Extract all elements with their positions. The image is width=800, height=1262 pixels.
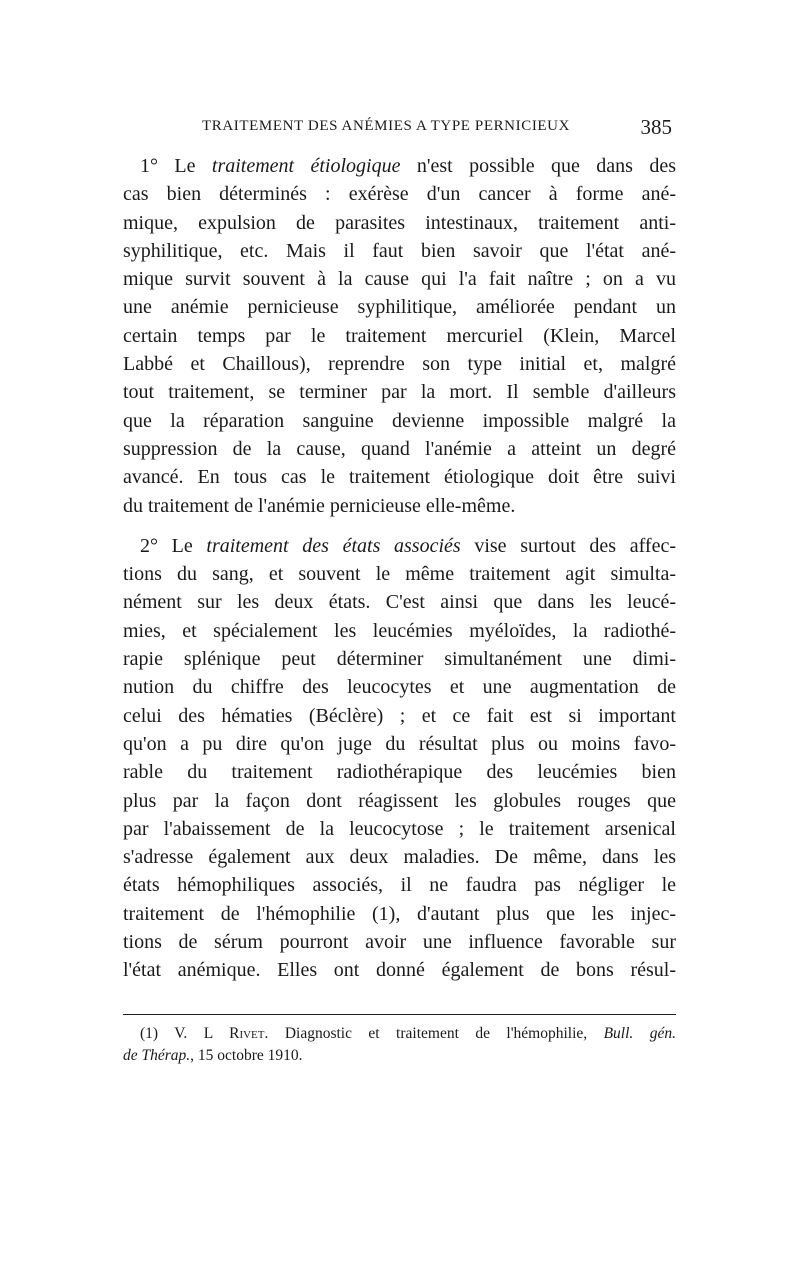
paragraph-2-line-14: traitement de l'hémophilie (1), d'autant plus que les injec- bbox=[123, 902, 676, 925]
footnote-line-2: de Thérap., 15 octobre 1910. bbox=[123, 1047, 303, 1064]
paragraph-2-line-17 bbox=[123, 985, 676, 1013]
paragraph-2-line-11: par l'abaissement de la leucocytose ; le traitement arsenical bbox=[123, 817, 676, 840]
footnotes bbox=[123, 1023, 676, 1067]
paragraph-2-line-13: états hémophiliques associés, il ne faudra pas négliger le bbox=[123, 874, 676, 897]
paragraph-1-line-11: suppression de la cause, quand l'anémie a atteint un degré bbox=[123, 437, 676, 460]
paragraph-gap bbox=[123, 520, 676, 532]
paragraph-1-line-1: 1° Le traitement étiologique n'est possible que dans des bbox=[140, 155, 677, 177]
running-title: TRAITEMENT DES ANÉMIES A TYPE PERNICIEUX bbox=[202, 118, 571, 134]
paragraph-1-line-4: syphilitique, etc. Mais il faut bien savoir que l'état ané- bbox=[123, 239, 676, 262]
italic-phrase: traitement étiologique bbox=[211, 155, 401, 177]
footnote-journal: Bull. gén. bbox=[603, 1025, 676, 1042]
paragraph-2-line-5: rapie splénique peut déterminer simultanément une dimi- bbox=[123, 648, 676, 671]
paragraph-1-line-13: du traitement de l'anémie pernicieuse elle-même. bbox=[123, 494, 516, 517]
paragraph-1-line-6: une anémie pernicieuse syphilitique, améliorée pendant un bbox=[123, 296, 676, 319]
paragraph-1-line-8: Labbé et Chaillous), reprendre son type initial et, malgré bbox=[123, 353, 676, 376]
paragraph-2-line-4: mies, et spécialement les leucémies myéloïdes, la radiothé- bbox=[123, 619, 676, 642]
paragraph-2-line-6: nution du chiffre des leucocytes et une augmentation de bbox=[123, 676, 676, 699]
footnote-journal-cont: de Thérap. bbox=[123, 1047, 191, 1064]
page-number: 385 bbox=[640, 115, 672, 139]
paragraph-1-line-5: mique survit souvent à la cause qui l'a fait naître ; on a vu bbox=[123, 268, 676, 291]
running-head bbox=[120, 115, 680, 142]
paragraph-2-line-9: rable du traitement radiothérapique des leucémies bien bbox=[123, 761, 676, 784]
paragraph-2-line-1: 2° Le traitement des états associés vise surtout des affec- bbox=[140, 534, 676, 557]
paragraph-1-line-10: que la réparation sanguine devienne impossible malgré la bbox=[123, 409, 676, 432]
footnote-line-1: (1) V. L Rivet. Diagnostic et traitement de l'hémophilie, Bull. gén. bbox=[140, 1025, 676, 1042]
paragraph-2-line-12: s'adresse également aux deux maladies. De même, dans les bbox=[123, 846, 676, 869]
paragraph-1-line-7: certain temps par le traitement mercuriel (Klein, Marcel bbox=[123, 324, 676, 347]
body-text bbox=[123, 152, 676, 1041]
footnote-rule bbox=[123, 1014, 676, 1015]
paragraph-2-line-10: plus par la façon dont réagissent les globules rouges que bbox=[123, 789, 676, 812]
paragraph-1-line-2: cas bien déterminés : exérèse d'un cancer à forme ané- bbox=[123, 183, 676, 206]
paragraph-1-line-9: tout traitement, se terminer par la mort. Il semble d'ailleurs bbox=[123, 381, 676, 404]
footnote-author: Rivet bbox=[229, 1025, 265, 1042]
paragraph-2-line-16: l'état anémique. Elles ont donné également de bons résul- bbox=[123, 959, 676, 982]
paragraph-2-line-15: tions de sérum pourront avoir une influence favorable sur bbox=[123, 931, 676, 954]
paragraph-2-line-3: nément sur les deux états. C'est ainsi que dans les leucé- bbox=[123, 591, 676, 614]
italic-phrase: traitement des états associés bbox=[206, 534, 461, 557]
paragraph-1-line-12: avancé. En tous cas le traitement étiologique doit être suivi bbox=[123, 466, 676, 489]
paragraph-2-line-7: celui des hématies (Béclère) ; et ce fait est si important bbox=[123, 704, 676, 727]
paragraph-2-line-8: qu'on a pu dire qu'on juge du résultat plus ou moins favo- bbox=[123, 732, 676, 755]
paragraph-1-line-3: mique, expulsion de parasites intestinaux, traitement anti- bbox=[123, 211, 676, 234]
footnote-marker: (1) V. L bbox=[140, 1025, 230, 1042]
paragraph-2-line-2: tions du sang, et souvent le même traitement agit simulta- bbox=[123, 563, 676, 586]
